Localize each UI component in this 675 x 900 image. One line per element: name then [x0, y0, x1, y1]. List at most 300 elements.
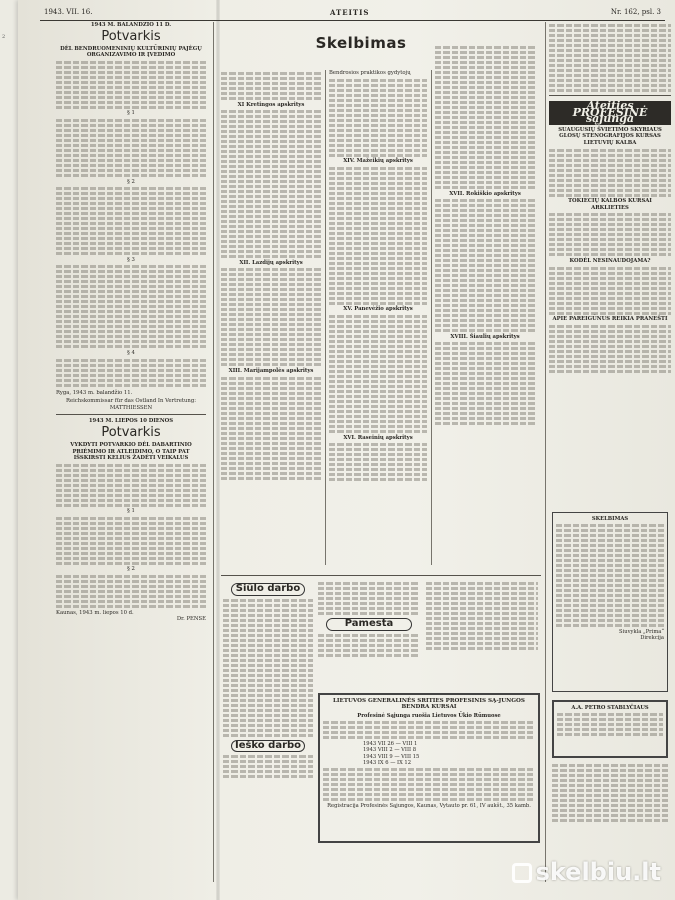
text-line [223, 664, 313, 667]
text-line [435, 51, 535, 54]
text-line [318, 612, 420, 615]
text-line [323, 788, 535, 791]
text-line [549, 154, 671, 157]
text-line [221, 130, 321, 133]
text-line [435, 244, 535, 247]
text-line [435, 141, 535, 144]
text-line [549, 312, 671, 315]
masthead-date: 1943. VII. 16. [44, 8, 93, 16]
column-rule [213, 22, 214, 882]
text-line [329, 172, 427, 175]
text-line [221, 205, 321, 208]
text-line [56, 484, 206, 487]
text-line [435, 422, 535, 425]
text-line [221, 457, 321, 460]
text-line [221, 82, 321, 85]
text-line [329, 420, 427, 423]
text-line [329, 415, 427, 418]
text-line [221, 255, 321, 258]
text-line [56, 61, 206, 64]
text-line [556, 554, 664, 557]
text-line [221, 407, 321, 410]
text-line [223, 619, 313, 622]
text-line [329, 119, 427, 122]
text-line [221, 230, 321, 233]
text-line [549, 184, 671, 187]
text-line [56, 384, 206, 387]
text-line [221, 293, 321, 296]
text-line [549, 64, 671, 67]
text-line [221, 298, 321, 301]
text-line [549, 159, 671, 162]
text-line [556, 604, 664, 607]
text-line [556, 549, 664, 552]
text-line [56, 159, 206, 162]
text-line [221, 110, 321, 113]
text-line [435, 71, 535, 74]
text-line [223, 724, 313, 727]
text-line [56, 527, 206, 530]
text-line [329, 99, 427, 102]
text-line [221, 338, 321, 341]
text-line [56, 119, 206, 122]
text-line [557, 728, 663, 731]
text-line [221, 442, 321, 445]
text-line [221, 87, 321, 90]
left-signature: Reichskommissar für das Ostland In Vertretung: MATTHIESSEN [65, 398, 197, 411]
text-line [435, 101, 535, 104]
text-line [435, 259, 535, 262]
text-line [329, 104, 427, 107]
text-line [221, 125, 321, 128]
text-line [329, 207, 427, 210]
text-line [221, 313, 321, 316]
text-line [56, 280, 206, 283]
text-line [56, 222, 206, 225]
text-line [56, 197, 206, 200]
left-body-1: § 1 § 2 § 3 § 4 [56, 61, 206, 387]
text-line [556, 584, 664, 587]
text-line [223, 624, 313, 627]
masthead-paper: ATEITIS [330, 8, 370, 17]
text-line [221, 145, 321, 148]
text-line [318, 654, 420, 657]
text-line [56, 605, 206, 608]
text-line [318, 639, 420, 642]
text-line [426, 627, 538, 630]
text-line [329, 232, 427, 235]
text-line [221, 402, 321, 405]
text-line [318, 582, 420, 585]
text-line [549, 164, 671, 167]
text-line [435, 81, 535, 84]
text-line [223, 614, 313, 617]
text-line [56, 489, 206, 492]
text-line [56, 595, 206, 598]
text-line [56, 285, 206, 288]
text-line [223, 639, 313, 642]
text-line [56, 547, 206, 550]
repeat-line: Bendrosios praktikos gydytojų [329, 70, 411, 76]
text-line [221, 97, 321, 100]
text-line [426, 622, 538, 625]
text-line [56, 474, 206, 477]
text-line [435, 279, 535, 282]
text-line [329, 380, 427, 383]
ad-footer: Direkcija [640, 635, 664, 642]
text-line [435, 199, 535, 202]
text-line [435, 96, 535, 99]
text-line [426, 587, 538, 590]
text-line [435, 309, 535, 312]
text-line [556, 594, 664, 597]
text-line [329, 272, 427, 275]
text-line [435, 367, 535, 370]
text-line [329, 182, 427, 185]
text-line [56, 86, 206, 89]
text-line [56, 270, 206, 273]
text-line [56, 154, 206, 157]
text-line [56, 149, 206, 152]
text-line [435, 377, 535, 380]
text-line [435, 111, 535, 114]
text-line [435, 46, 535, 49]
text-line [549, 228, 671, 231]
text-line [223, 719, 313, 722]
text-line [549, 39, 671, 42]
text-line [552, 774, 668, 777]
text-line [318, 607, 420, 610]
text-line [435, 319, 535, 322]
text-line [221, 180, 321, 183]
text-line [435, 299, 535, 302]
text-line [329, 287, 427, 290]
text-line [329, 405, 427, 408]
text-line [329, 410, 427, 413]
text-line [556, 564, 664, 567]
section-heading: XVI. Raseinių apskritys [343, 434, 413, 441]
column-rule [545, 22, 546, 882]
text-line [435, 402, 535, 405]
text-line [329, 390, 427, 393]
text-line [56, 96, 206, 99]
text-line [426, 642, 538, 645]
text-line [329, 453, 427, 456]
text-line [323, 726, 535, 729]
text-line [435, 176, 535, 179]
text-line [549, 194, 671, 197]
text-line [435, 116, 535, 119]
text-line [56, 464, 206, 467]
text-line [549, 44, 671, 47]
union-heading: LIETUVOS GENERALINĖS SRITIES PROFESINIS SĄ-JUNGOS BENDRA KURSAI [333, 698, 525, 711]
text-line [329, 360, 427, 363]
text-line [435, 106, 535, 109]
text-line [56, 330, 206, 333]
text-line [223, 604, 313, 607]
text-line [221, 135, 321, 138]
text-line [435, 214, 535, 217]
text-line [223, 629, 313, 632]
text-line [318, 649, 420, 652]
text-line [556, 574, 664, 577]
right-top-list [549, 24, 671, 92]
text-line [221, 278, 321, 281]
text-line [221, 150, 321, 153]
text-line [435, 166, 535, 169]
text-line [329, 149, 427, 152]
text-line [56, 320, 206, 323]
text-line [426, 612, 538, 615]
text-line [549, 253, 671, 256]
text-line [221, 185, 321, 188]
text-line [435, 294, 535, 297]
text-line [549, 54, 671, 57]
jobs-seek-heading: Ieško darbo [231, 740, 305, 753]
text-line [323, 773, 535, 776]
text-line [221, 328, 321, 331]
text-line [552, 769, 668, 772]
obituary-name: A.A. PETRO STABLYČIAUS [571, 705, 649, 711]
obituary-ad [552, 700, 668, 758]
text-line [221, 452, 321, 455]
text-line [221, 120, 321, 123]
text-line [549, 340, 671, 343]
text-line [329, 430, 427, 433]
text-line [221, 462, 321, 465]
text-line [56, 557, 206, 560]
text-line [56, 537, 206, 540]
text-line [56, 275, 206, 278]
text-line [556, 579, 664, 582]
text-line [426, 632, 538, 635]
text-line [435, 229, 535, 232]
text-line [56, 242, 206, 245]
text-line [329, 330, 427, 333]
text-line [223, 760, 313, 763]
text-line [435, 314, 535, 317]
text-line [329, 217, 427, 220]
text-line [426, 582, 538, 585]
text-line [329, 325, 427, 328]
left-title-1: Potvarkis [101, 28, 161, 44]
text-line [329, 167, 427, 170]
text-line [56, 335, 206, 338]
text-line [426, 607, 538, 610]
text-line [435, 239, 535, 242]
text-line [329, 84, 427, 87]
text-line [556, 529, 664, 532]
text-line [329, 443, 427, 446]
text-line [329, 134, 427, 137]
text-line [556, 624, 664, 627]
text-line [329, 350, 427, 353]
text-line [221, 225, 321, 228]
text-line [549, 243, 671, 246]
text-line [557, 713, 663, 716]
text-line [435, 269, 535, 272]
text-line [549, 69, 671, 72]
text-line [435, 151, 535, 154]
text-line [552, 784, 668, 787]
text-line [223, 609, 313, 612]
text-line [557, 723, 663, 726]
text-line [556, 524, 664, 527]
text-line [329, 292, 427, 295]
text-line [329, 468, 427, 471]
text-line [221, 427, 321, 430]
text-line [323, 778, 535, 781]
text-line [223, 599, 313, 602]
text-line [329, 262, 427, 265]
text-line [426, 617, 538, 620]
text-line [329, 202, 427, 205]
text-line [221, 72, 321, 75]
text-line [329, 320, 427, 323]
text-line [435, 324, 535, 327]
text-line [223, 734, 313, 737]
text-line [56, 300, 206, 303]
text-line [549, 350, 671, 353]
text-line [549, 287, 671, 290]
text-line [329, 212, 427, 215]
text-line [329, 114, 427, 117]
text-line [549, 282, 671, 285]
text-line [221, 160, 321, 163]
text-line [221, 412, 321, 415]
text-line [435, 397, 535, 400]
text-line [329, 340, 427, 343]
text-line [221, 447, 321, 450]
text-line [56, 364, 206, 367]
text-line [221, 210, 321, 213]
text-line [556, 539, 664, 542]
text-line [435, 289, 535, 292]
text-line [318, 592, 420, 595]
text-line [56, 139, 206, 142]
text-line [221, 333, 321, 336]
text-line [329, 267, 427, 270]
schedule-list [323, 741, 535, 767]
text-line [552, 809, 668, 812]
text-line [435, 329, 535, 332]
text-line [435, 121, 535, 124]
text-line [426, 602, 538, 605]
text-line [56, 66, 206, 69]
text-line [56, 91, 206, 94]
schedule-row: 1943 IX 6 — IX 12 [363, 760, 412, 767]
text-line [221, 358, 321, 361]
text-line [223, 699, 313, 702]
text-line [549, 59, 671, 62]
text-line [56, 600, 206, 603]
skelbimas-headline: Skelbimas [315, 34, 407, 52]
text-line [221, 363, 321, 366]
newspaper-page [18, 0, 675, 900]
text-line [426, 647, 538, 650]
text-line [435, 86, 535, 89]
text-line [221, 250, 321, 253]
text-line [556, 534, 664, 537]
text-line [221, 392, 321, 395]
text-line [221, 353, 321, 356]
text-line [56, 575, 206, 578]
text-line [549, 370, 671, 373]
text-line [56, 247, 206, 250]
text-line [221, 382, 321, 385]
text-line [323, 798, 535, 801]
text-line [329, 463, 427, 466]
text-line [56, 504, 206, 507]
text-line [56, 217, 206, 220]
text-line [549, 248, 671, 251]
left-subtitle-2: VYKDYTI POTVARKIO DĖL DABARTINIO PRIĖMIMO IR ATLEIDIMO, O TAIP PAT IŠSKIRSTI KELIUS ŽADĖTI VEIKALUS [70, 441, 192, 462]
text-line [56, 325, 206, 328]
text-line [56, 552, 206, 555]
text-line [435, 91, 535, 94]
text-line [56, 469, 206, 472]
text-line [221, 477, 321, 480]
text-line [323, 731, 535, 734]
text-line [549, 213, 671, 216]
text-line [56, 499, 206, 502]
text-line [221, 467, 321, 470]
text-line [329, 257, 427, 260]
text-line [435, 146, 535, 149]
text-line [549, 29, 671, 32]
text-line [56, 227, 206, 230]
text-line [329, 448, 427, 451]
text-line [329, 345, 427, 348]
text-line [549, 174, 671, 177]
text-line [552, 819, 668, 822]
text-line [221, 387, 321, 390]
text-line [56, 81, 206, 84]
text-line [221, 175, 321, 178]
text-line [549, 355, 671, 358]
text-line [223, 755, 313, 758]
text-line [56, 359, 206, 362]
lost-column [318, 580, 420, 690]
text-line [329, 315, 427, 318]
text-line [435, 186, 535, 189]
text-line [549, 292, 671, 295]
text-line [56, 202, 206, 205]
text-line [549, 189, 671, 192]
left-column [56, 22, 206, 892]
text-line [223, 659, 313, 662]
text-line [549, 233, 671, 236]
text-line [435, 392, 535, 395]
text-line [221, 397, 321, 400]
text-line [221, 348, 321, 351]
text-line [56, 479, 206, 482]
text-line [549, 49, 671, 52]
text-line [435, 136, 535, 139]
text-line [435, 362, 535, 365]
ad-firm: Siuvykla „Prima“ [619, 629, 664, 635]
text-line [56, 76, 206, 79]
text-line [223, 669, 313, 672]
text-line [552, 799, 668, 802]
text-line [56, 590, 206, 593]
center-block [221, 22, 541, 570]
text-line [56, 265, 206, 268]
text-line [329, 124, 427, 127]
text-line [426, 592, 538, 595]
text-line [556, 559, 664, 562]
text-line [435, 284, 535, 287]
